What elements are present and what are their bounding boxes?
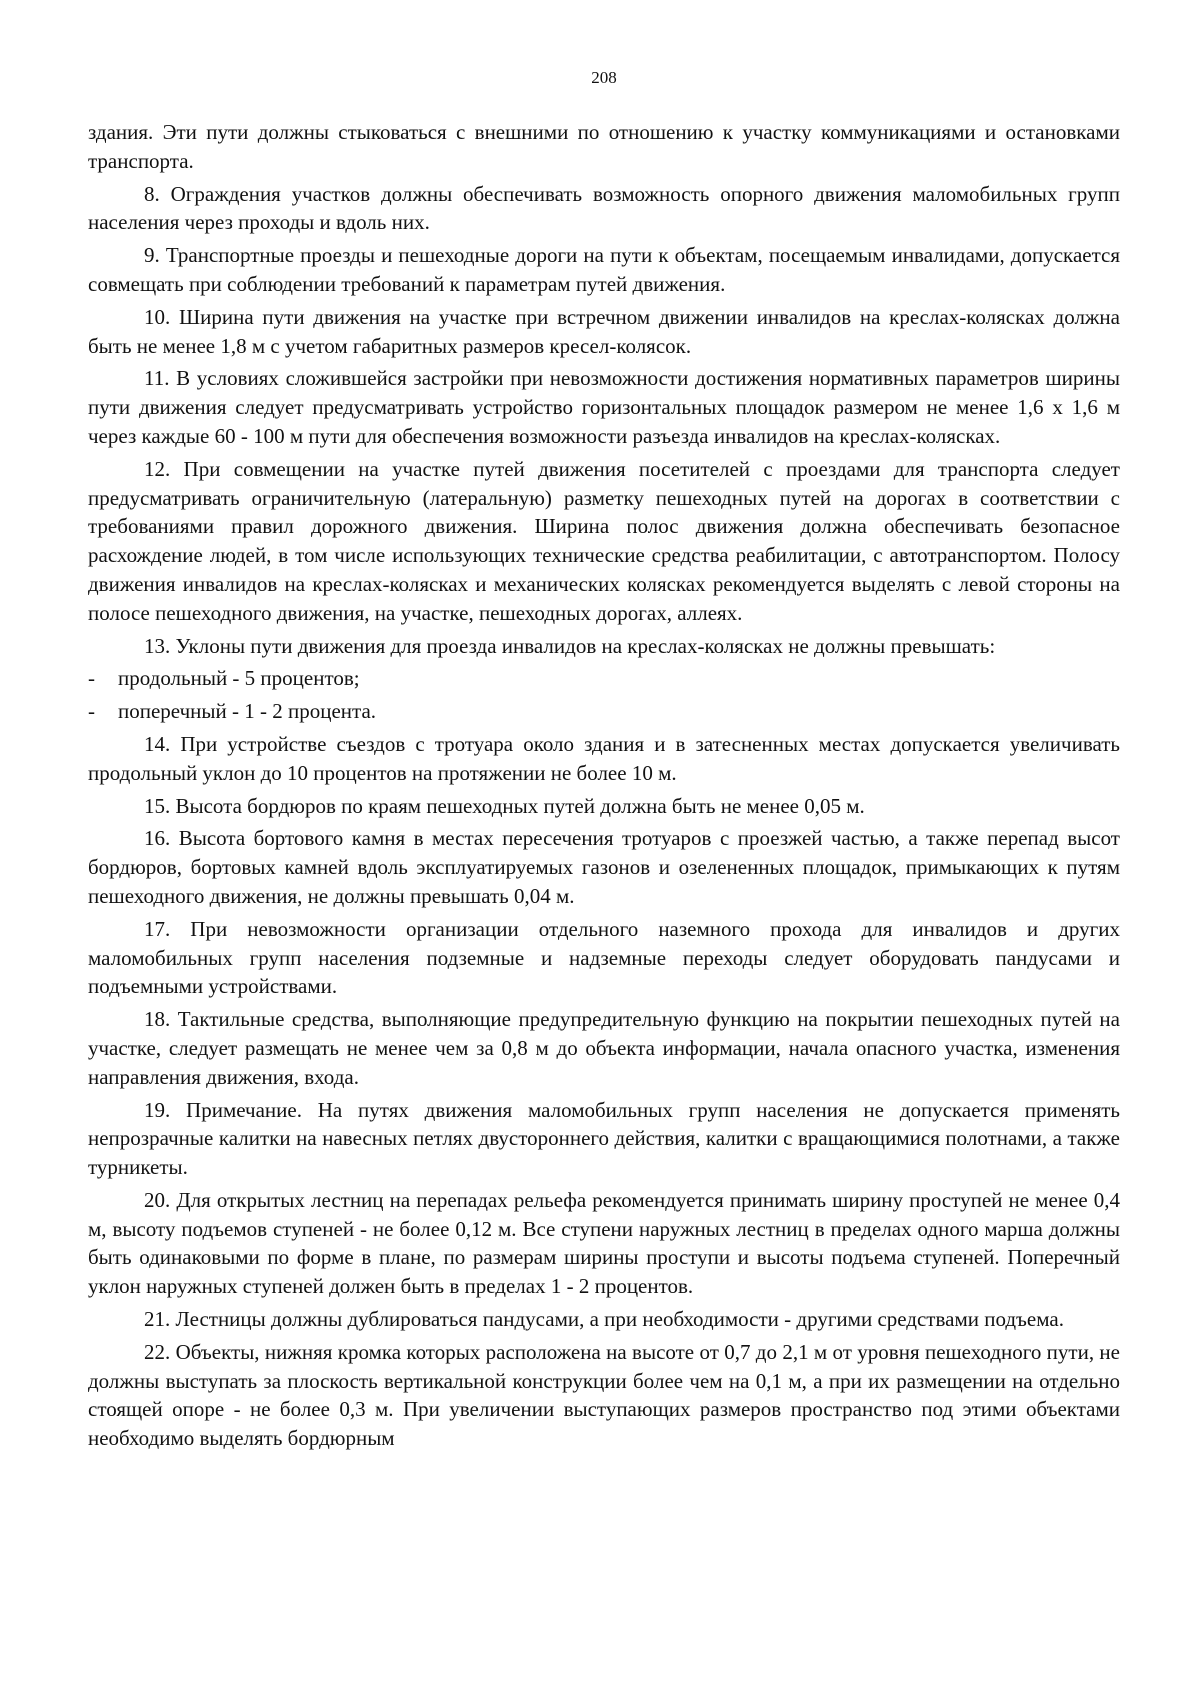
paragraph-item-18: 18. Тактильные средства, выполняющие предупредительную функцию на покрытии пешеходных путей на участке, следует размещать не менее чем за 0,8 м до объекта информации, начала опасного участка, изменения направления движения, входа.: [88, 1007, 1120, 1089]
paragraph-item-13: 13. Уклоны пути движения для проезда инвалидов на креслах-колясках не должны превышать:: [144, 633, 996, 658]
paragraph-item-19: 19. Примечание. На путях движения маломобильных групп населения не допускается применять непрозрачные калитки на навесных петлях двустороннего действия, калитки с вращающимися полотнами, а также турникеты.: [88, 1097, 1120, 1180]
body-section-1: [88, 118, 1120, 660]
body-section-2: [88, 730, 1120, 1453]
paragraph-item-14: 14. При устройстве съездов с тротуара около здания и в затесненных местах допускается увеличивать продольный уклон до 10 процентов на протяжении не более 10 м.: [88, 731, 1120, 785]
paragraph-item-22: 22. Объекты, нижняя кромка которых расположена на высоте от 0,7 до 2,1 м от уровня пешеходного пути, не должны выступать за плоскость вертикальной конструкции более чем на 0,1 м, а при их размещении на отдельно стоящей опоре - не более 0,3 м. При увеличении выступающих размеров пространство под этими объектами необходимо выделять бордюрным: [88, 1339, 1120, 1451]
paragraph-item-12: 12. При совмещении на участке путей движения посетителей с проездами для транспорта следует предусматривать ограничительную (латеральную) разметку пешеходных путей на дорогах в соответствии с требованиями правил дорожного движения. Ширина полос движения должна обеспечивать безопасное расхождение людей, в том числе использующих технические средства реабилитации, с автотранспортом. Полосу движения инвалидов на креслах-колясках и механических колясках рекомендуется выделять с левой стороны на полосе пешеходного движения, на участке, пешеходных дорогах, аллеях.: [88, 456, 1120, 625]
paragraph-item-15: 15. Высота бордюров по краям пешеходных путей должна быть не менее 0,05 м.: [144, 793, 865, 818]
dash-list: [88, 664, 1120, 726]
paragraph-item-8: 8. Ограждения участков должны обеспечивать возможность опорного движения маломобильных групп населения через проходы и вдоль них.: [88, 181, 1120, 235]
list-item-text: поперечный - 1 - 2 процента.: [118, 699, 377, 724]
paragraph-item-9: 9. Транспортные проезды и пешеходные дороги на пути к объектам, посещаемым инвалидами, допускается совмещать при соблюдении требований к параметрам путей движения.: [88, 243, 1120, 296]
page-number: 208: [591, 68, 617, 87]
dash-bullet: -: [88, 699, 95, 724]
paragraph-item-16: 16. Высота бортового камня в местах пересечения тротуаров с проезжей частью, а также перепад высот бордюров, бортовых камней вдоль эксплуатируемых газонов и озелененных площадок, примыкающих к путям пешеходного движения, не должны превышать 0,04 м.: [88, 826, 1120, 908]
paragraph-continuation: здания. Эти пути должны стыковаться с внешними по отношению к участку коммуникациями и остановками транспорта.: [88, 120, 1120, 173]
list-item: [88, 664, 1120, 693]
list-item-text: продольный - 5 процентов;: [118, 666, 360, 691]
list-item: [88, 697, 1120, 726]
paragraph-item-17: 17. При невозможности организации отдельного наземного прохода для инвалидов и других маломобильных групп населения подземные и надземные переходы следует оборудовать пандусами и подъемными устройствами.: [88, 916, 1120, 999]
paragraph-item-10: 10. Ширина пути движения на участке при встречном движении инвалидов на креслах-колясках должна быть не менее 1,8 м с учетом габаритных размеров кресел-колясок.: [88, 304, 1120, 358]
paragraph-item-11: 11. В условиях сложившейся застройки при невозможности достижения нормативных параметров ширины пути движения следует предусматривать устройство горизонтальных площадок размером не менее 1,6 х 1,6 м через каждые 60 - 100 м пути для обеспечения возможности разъезда инвалидов на креслах-колясках.: [88, 366, 1120, 448]
paragraph-item-20: 20. Для открытых лестниц на перепадах рельефа рекомендуется принимать ширину проступей не менее 0,4 м, высоту подъемов ступеней - не более 0,12 м. Все ступени наружных лестниц в пределах одного марша должны быть одинаковыми по форме в плане, по размерам ширины проступи и высоты подъема ступеней. Поперечный уклон наружных ступеней должен быть в пределах 1 - 2 процентов.: [88, 1187, 1120, 1299]
paragraph-item-21: 21. Лестницы должны дублироваться пандусами, а при необходимости - другими средствами подъема.: [144, 1307, 1064, 1332]
dash-bullet: -: [88, 666, 95, 691]
